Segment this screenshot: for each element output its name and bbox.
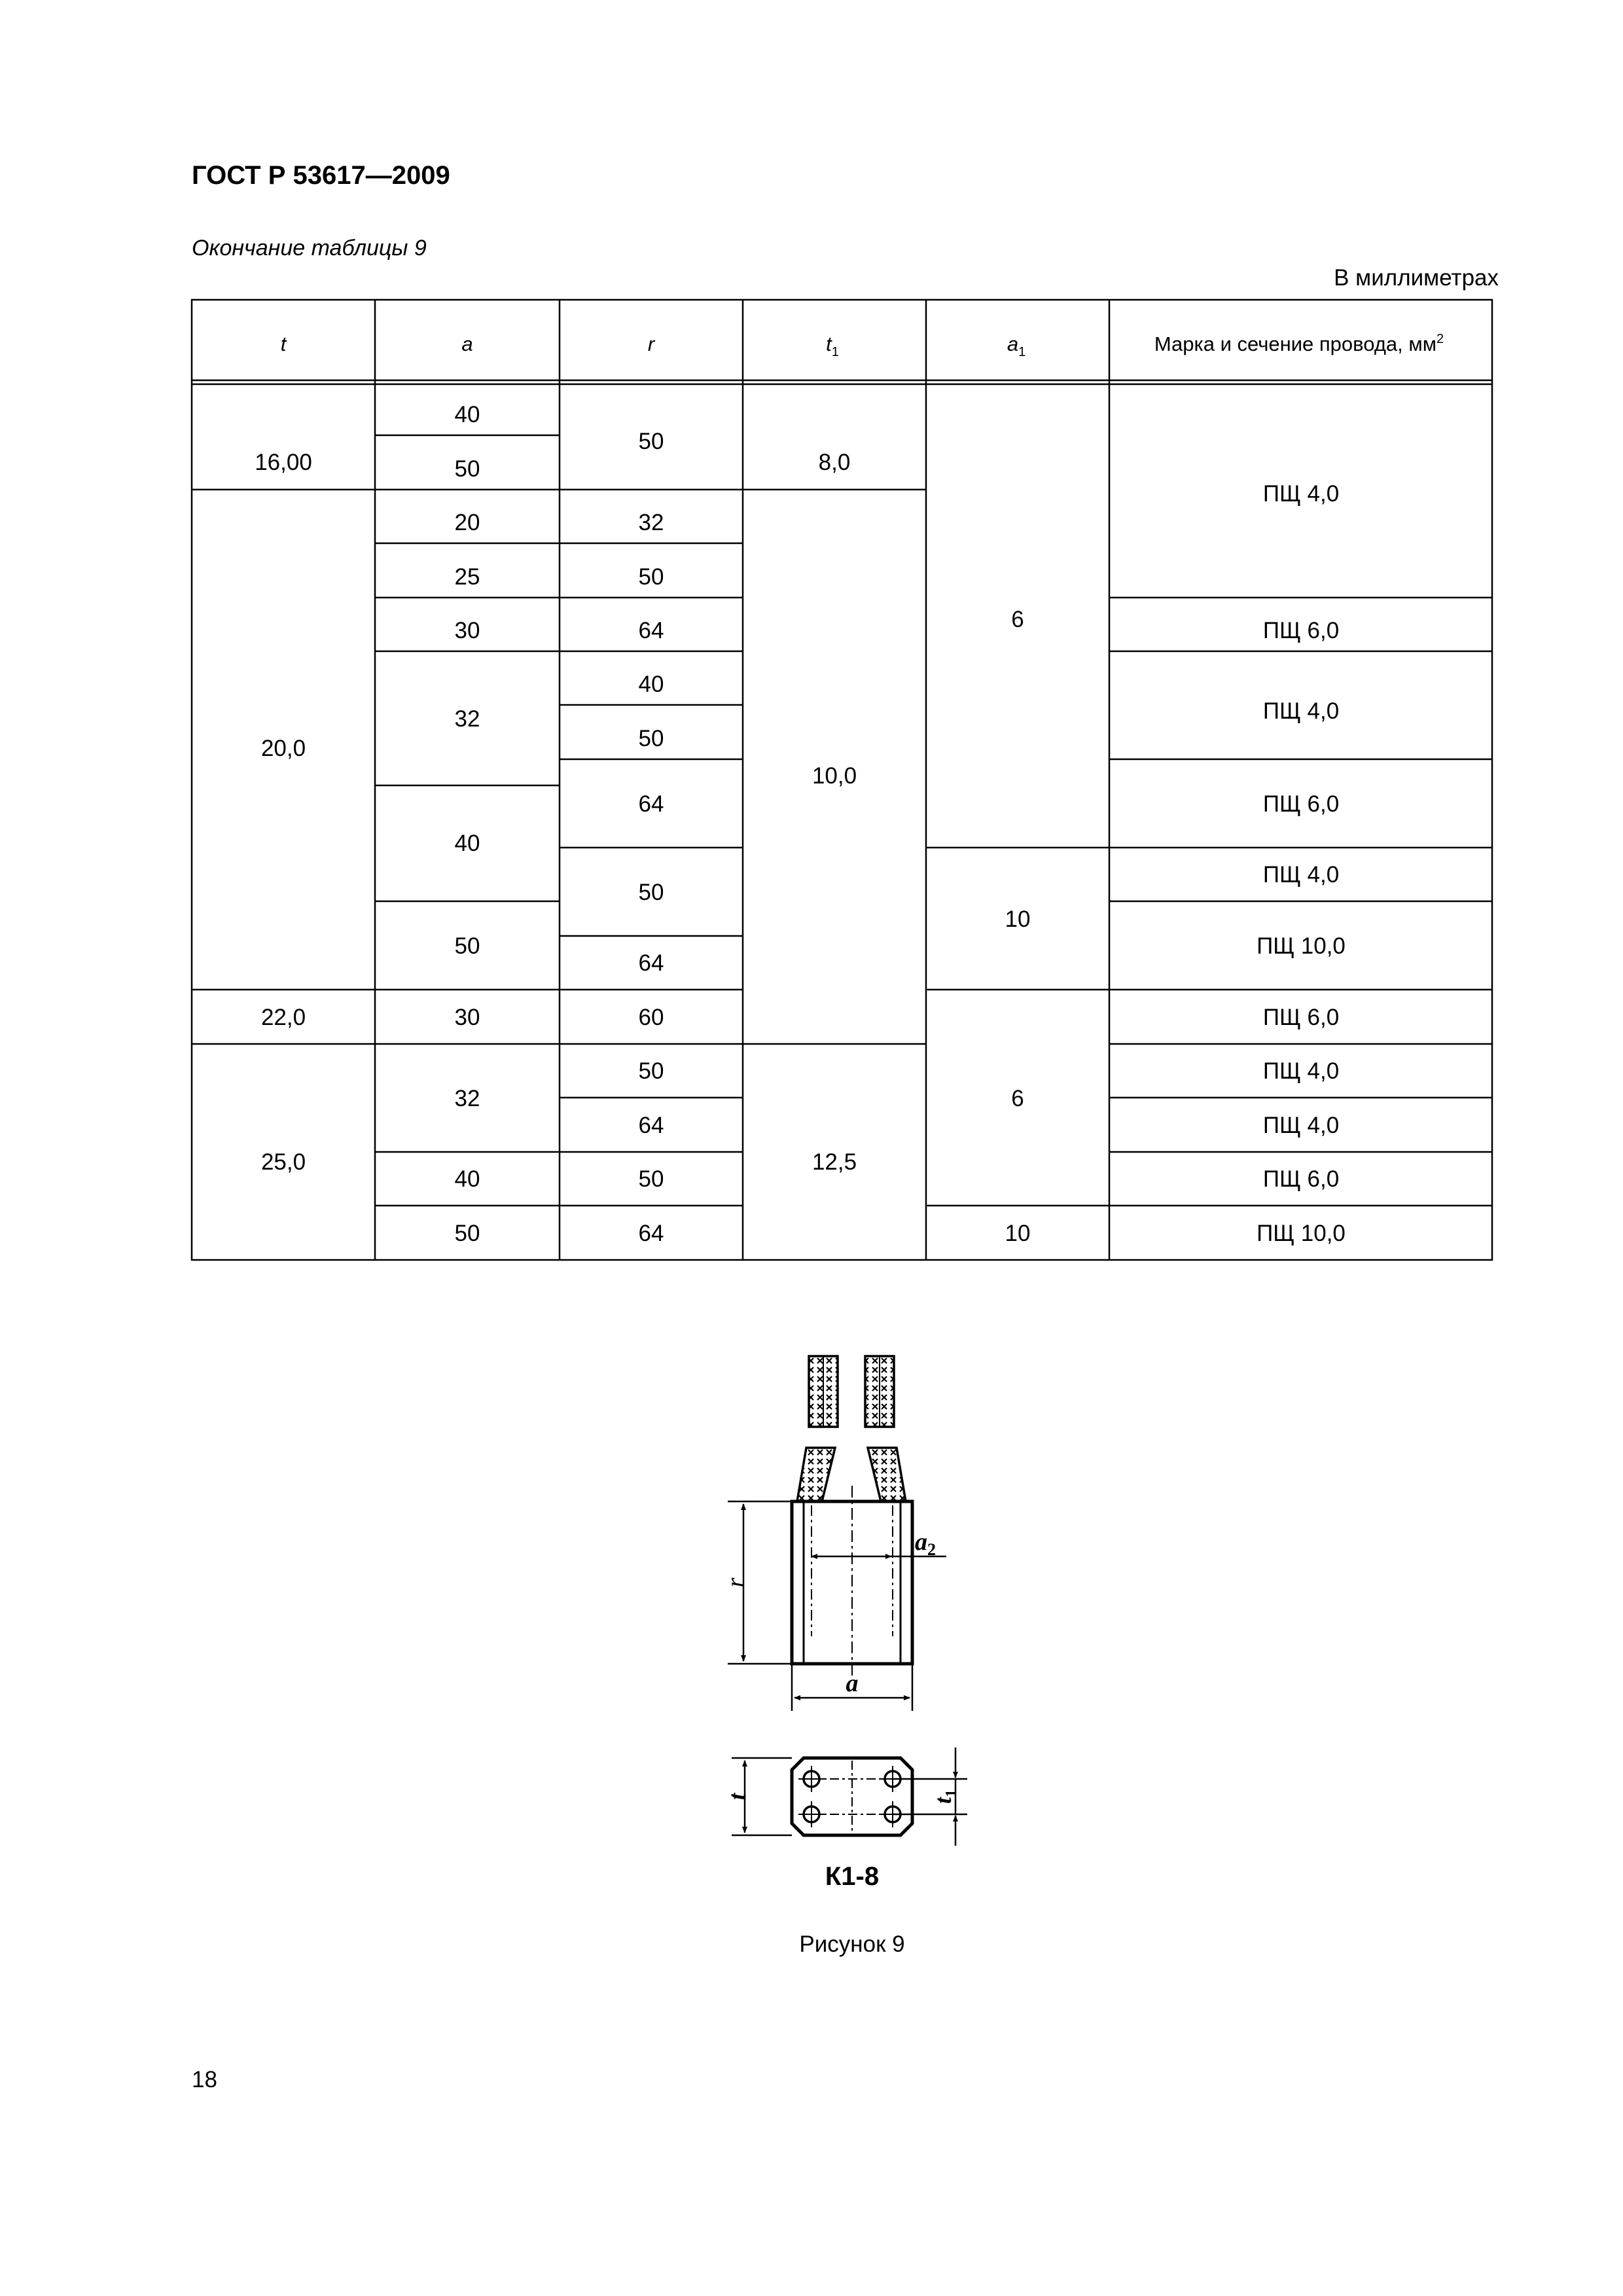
cell-wire: ПЩ 6,0	[1262, 1005, 1340, 1030]
cell-a: 40	[454, 402, 480, 427]
cell-a: 50	[454, 456, 480, 482]
cell-wire: ПЩ 4,0	[1262, 1058, 1340, 1084]
figure-caption: Рисунок 9	[799, 1931, 905, 1957]
brush-body	[792, 1486, 912, 1676]
cell-a1: 6	[1011, 1086, 1024, 1111]
cell-r: 50	[638, 726, 664, 751]
cell-r: 40	[638, 672, 664, 697]
cell-a1: 6	[1011, 607, 1024, 632]
brush-top-view	[792, 1758, 912, 1835]
cell-r: 64	[638, 950, 664, 976]
cell-r: 50	[638, 880, 664, 905]
dim-t1-label: $t_1$	[930, 1789, 960, 1804]
cell-t1: 10,0	[812, 763, 857, 789]
dim-r-label: r	[722, 1577, 749, 1588]
cell-wire: ПЩ 4,0	[1262, 698, 1340, 724]
cell-t: 16,00	[255, 450, 312, 475]
cell-wire: ПЩ 4,0	[1262, 1113, 1340, 1138]
dim-a2-label: $a_2$	[915, 1528, 936, 1559]
cell-t1: 12,5	[812, 1149, 857, 1175]
cell-wire: ПЩ 4,0	[1262, 481, 1340, 507]
cell-wire: ПЩ 6,0	[1262, 791, 1340, 817]
cell-r: 64	[638, 618, 664, 643]
cell-t: 25,0	[260, 1149, 306, 1175]
cell-r: 64	[638, 791, 664, 817]
dim-t-label: t	[724, 1793, 751, 1801]
units-note: В миллиметрах	[1334, 265, 1499, 291]
cell-a: 30	[454, 618, 480, 643]
cell-wire: ПЩ 10,0	[1257, 1221, 1346, 1246]
cell-a: 32	[454, 706, 480, 732]
table-caption: Окончание таблицы 9	[192, 236, 427, 260]
cell-r: 50	[638, 429, 664, 454]
header-t: t	[280, 332, 287, 355]
cell-r: 64	[638, 1113, 664, 1138]
cell-wire: ПЩ 6,0	[1262, 618, 1340, 643]
cell-a: 40	[454, 831, 480, 856]
cell-a: 50	[454, 933, 480, 959]
header-wire: Марка и сечение провода, $мм^2$	[1154, 332, 1444, 355]
wire-lead-tops	[809, 1356, 894, 1427]
cell-r: 50	[638, 1058, 664, 1084]
cell-a1: 10	[1005, 906, 1031, 932]
cell-wire: ПЩ 6,0	[1262, 1166, 1340, 1192]
cell-t1: 8,0	[818, 450, 851, 475]
header-r: r	[647, 332, 655, 355]
cell-t: 22,0	[260, 1005, 306, 1030]
model-label: К1-8	[825, 1862, 880, 1891]
cell-r: 32	[638, 510, 664, 535]
document-title: ГОСТ Р 53617—2009	[192, 161, 450, 190]
cell-a: 30	[454, 1005, 480, 1030]
cell-a: 32	[454, 1086, 480, 1111]
cell-r: 64	[638, 1221, 664, 1246]
header-a1: $a_1$	[1007, 332, 1026, 359]
cell-wire: ПЩ 4,0	[1262, 862, 1340, 888]
dim-a-label: a	[846, 1670, 859, 1697]
cell-a: 50	[454, 1221, 480, 1246]
cell-r: 50	[638, 564, 664, 590]
cell-a: 20	[454, 510, 480, 535]
page-number: 18	[192, 2067, 217, 2092]
cell-a1: 10	[1005, 1221, 1031, 1246]
cell-a: 25	[454, 564, 480, 590]
header-a: a	[461, 332, 473, 355]
cell-wire: ПЩ 10,0	[1257, 933, 1346, 959]
cell-t: 20,0	[260, 736, 306, 761]
cell-r: 50	[638, 1166, 664, 1192]
cell-r: 60	[638, 1005, 664, 1030]
header-t1: $t_1$	[826, 332, 839, 359]
cell-a: 40	[454, 1166, 480, 1192]
